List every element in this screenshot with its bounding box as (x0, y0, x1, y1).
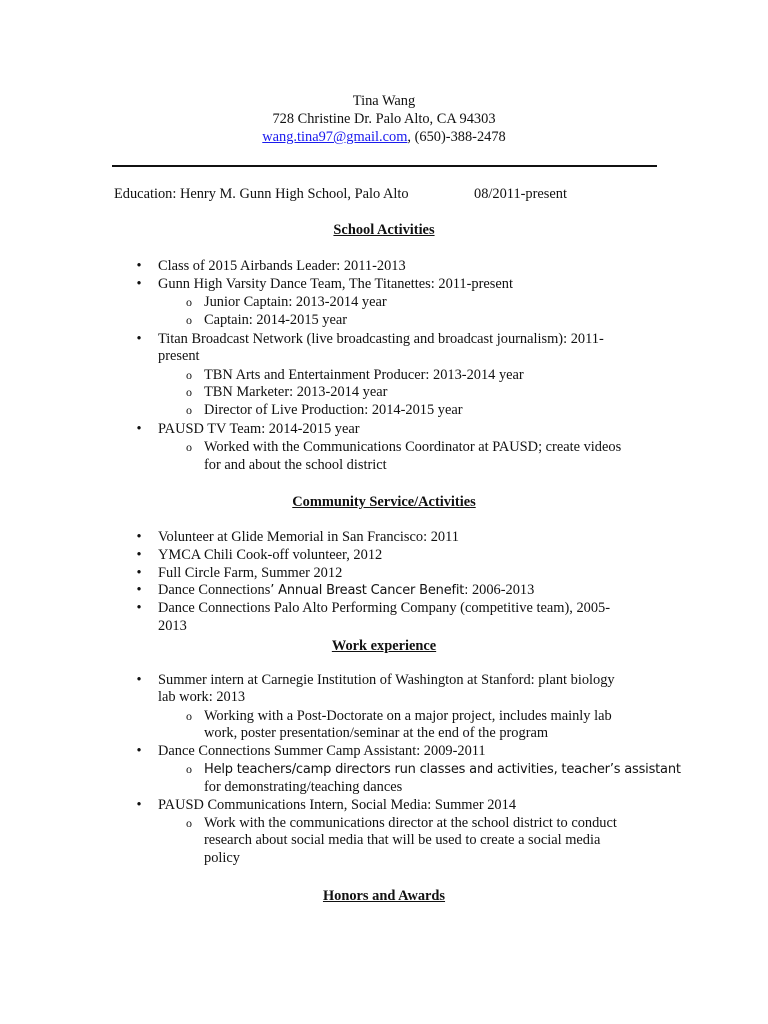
list-item-continuation: 2013 (158, 618, 187, 634)
bullet-icon: • (136, 743, 142, 759)
bullet-icon: • (136, 600, 142, 616)
bullet-icon: • (136, 797, 142, 813)
sub-bullet-icon: o (186, 295, 192, 309)
sub-list-item: Help teachers/camp directors run classes and activities, teacher’s assistant (204, 762, 681, 777)
list-item-text: Dance Connections (158, 582, 271, 598)
sub-list-item: TBN Marketer: 2013-2014 year (204, 384, 388, 400)
section-title-school-activities: School Activities (333, 222, 435, 238)
sub-bullet-icon: o (186, 709, 192, 723)
list-item-text: ’ Annual Breast Cancer Benefit: (270, 583, 469, 598)
sub-list-item: TBN Arts and Entertainment Producer: 2013-2014 year (204, 367, 524, 383)
sub-list-item: Junior Captain: 2013-2014 year (204, 294, 387, 310)
list-item: Summer intern at Carnegie Institution of Washington at Stanford: plant biology (158, 672, 615, 688)
list-item: PAUSD TV Team: 2014-2015 year (158, 421, 360, 437)
list-item-continuation: present (158, 348, 200, 364)
section-title-work-experience: Work experience (331, 638, 437, 654)
list-item-text: 2006-2013 (468, 582, 535, 598)
list-item: Class of 2015 Airbands Leader: 2011-2013 (158, 258, 406, 274)
sub-list-item: Working with a Post-Doctorate on a major project, includes mainly lab (204, 708, 612, 724)
sub-bullet-icon: o (186, 368, 192, 382)
list-item: Titan Broadcast Network (live broadcasting and broadcast journalism): 2011- (158, 331, 604, 347)
bullet-icon: • (136, 258, 142, 274)
bullet-icon: • (136, 529, 142, 545)
applicant-address: 728 Christine Dr. Palo Alto, CA 94303 (272, 111, 496, 127)
sub-bullet-icon: o (186, 313, 192, 327)
applicant-name: Tina Wang (352, 93, 416, 109)
bullet-icon: • (136, 276, 142, 292)
sub-bullet-icon: o (186, 816, 192, 830)
bullet-icon: • (136, 672, 142, 688)
contact-header (0, 92, 768, 146)
sub-list-item-continuation: policy (204, 850, 240, 866)
education-date: 08/2011-present (474, 186, 567, 202)
bullet-icon: • (136, 331, 142, 347)
list-item: Volunteer at Glide Memorial in San Francisco: 2011 (158, 529, 459, 545)
sub-bullet-icon: o (186, 385, 192, 399)
bullet-icon: • (136, 565, 142, 581)
sub-list-item-continuation: work, poster presentation/seminar at the end of the program (204, 725, 549, 741)
sub-list-item-continuation: for demonstrating/teaching dances (204, 779, 403, 795)
header-divider (112, 165, 657, 167)
sub-list-item-continuation: research about social media that will be used to create a social media (204, 832, 601, 848)
list-item: YMCA Chili Cook-off volunteer, 2012 (158, 547, 383, 563)
section-title-community-service: Community Service/Activities (292, 494, 476, 510)
list-item: Dance Connections Summer Camp Assistant: 2009-2011 (158, 743, 486, 759)
list-item-continuation: lab work: 2013 (158, 689, 246, 705)
section-title-honors-awards: Honors and Awards (322, 888, 446, 904)
email-link[interactable]: wang.tina97@gmail.com (262, 129, 408, 145)
list-item (158, 582, 534, 600)
bullet-icon: • (136, 421, 142, 437)
sub-bullet-icon: o (186, 440, 192, 454)
education-line: Education: Henry M. Gunn High School, Palo Alto (114, 186, 409, 202)
sub-list-item: Captain: 2014-2015 year (204, 312, 348, 328)
list-item: PAUSD Communications Intern, Social Media: Summer 2014 (158, 797, 517, 813)
list-item: Dance Connections Palo Alto Performing Company (competitive team), 2005- (158, 600, 611, 616)
sub-bullet-icon: o (186, 762, 192, 776)
bullet-icon: • (136, 582, 142, 598)
sub-bullet-icon: o (186, 403, 192, 417)
list-item: Full Circle Farm, Summer 2012 (158, 565, 343, 581)
sub-list-item: Worked with the Communications Coordinator at PAUSD; create videos (204, 439, 622, 455)
sub-list-item: Work with the communications director at the school district to conduct (204, 815, 617, 831)
contact-line (0, 128, 768, 146)
bullet-icon: • (136, 547, 142, 563)
sub-list-item: Director of Live Production: 2014-2015 year (204, 402, 463, 418)
sub-list-item-continuation: for and about the school district (204, 457, 387, 473)
list-item: Gunn High Varsity Dance Team, The Titanettes: 2011-present (158, 276, 513, 292)
phone-number: , (650)-388-2478 (407, 129, 506, 145)
